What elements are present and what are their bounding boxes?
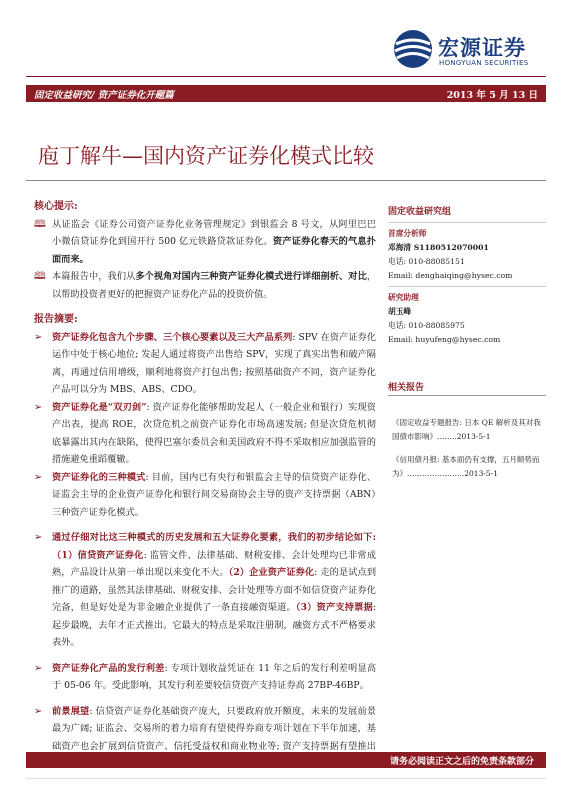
arrow-bullet-icon: ➢	[34, 331, 43, 343]
summary-item: ➢ 资产证券化产品的发行利差: 专项计划收益凭证在 11 年之后的发行利差明显高于 05-06 年。受此影响，其发行利差要较信贷资产支持证券高 27BP-46BP。	[34, 660, 376, 695]
assistant-email[interactable]: Email: huyufeng@hysec.com	[388, 335, 501, 344]
summary-item: ➢ 通过仔细对比这三种模式的历史发展和五大证券化要素，我们的初步结论如下: （1）信贷资产证券化: 监管文件、法律基础、财税安排、会计处理均已非常成熟，产品设计从第一单出现以来变化不大。（2）企业资产证券化: 走的是试点到推广的道路，虽然其法律基础、财税安排、会计处理等方面不如信贷资产证券化完备，但是好处是为非金融企业提供了一条直接融资渠道。（3）资产支持票据: 起步最晚，去年才正式推出。它最大的特点是采取注册制，融资方式不严格要求表外。	[34, 529, 376, 652]
page-bottom-rule	[26, 778, 546, 779]
company-logo	[392, 28, 542, 72]
core-tips-heading: 核心提示:	[34, 201, 78, 212]
header-band	[26, 85, 546, 102]
related-report-item[interactable]: 《信用债月报: 基本面仍有支撑，五月顺势而为》…………………..2013-5-1	[392, 455, 540, 478]
core-tip-1: 🕮 从证监会《证券公司资产证券化业务管理规定》到银监会 8 号文，从阿里巴巴小微信贷证券化到国开行 500 亿元铁路贷款证券化。资产证券化春天的气息扑面而来。	[34, 216, 376, 269]
divider	[388, 286, 546, 287]
core-tip-2: 🕮 本篇报告中，我们从多个视角对国内三种资产证券化模式进行详细剖析、对比，以帮助投资者更好的把握资产证券化产品的投资价值。	[34, 268, 376, 303]
assistant-name: 胡玉峰	[388, 307, 412, 316]
summary-heading: 报告摘要:	[34, 314, 78, 325]
assistant-label: 研究助理	[388, 293, 419, 302]
top-rule	[26, 76, 546, 77]
title-rule	[26, 180, 546, 181]
arrow-bullet-icon: ➢	[34, 471, 43, 483]
related-reports-heading: 相关报告	[388, 383, 425, 393]
arrow-bullet-icon: ➢	[34, 705, 43, 717]
disclaimer-note: 请务必阅读正文之后的免责条款部分	[389, 757, 534, 767]
chief-analyst-email[interactable]: Email: denghaiqing@hysec.com	[388, 271, 513, 280]
main-content	[34, 198, 376, 773]
book-icon: 🕮	[34, 271, 46, 282]
summary-item: ➢ 前景展望: 信贷资产证券化基础资产庞大，只要政府放开额度，未来的发展前景最为广阔; 证监会、交易所的着力培育有望使得券商专项计划在下半年加速，基础资产也会扩展到信贷资产、信托受益权和商业物业等; 资产支持票据有望推出	[34, 703, 376, 773]
globe-logo-icon	[392, 28, 434, 70]
research-group: 固定收益研究组	[388, 207, 452, 217]
logo-name-cn: 宏源证券	[438, 36, 526, 60]
footer-band	[26, 752, 546, 768]
assistant-tel: 电话: 010-88085975	[388, 321, 465, 330]
summary-item: ➢ 资产证券化的三种模式: 目前，国内已有央行和银监会主导的信贷资产证券化、证监会主导的企业资产证券化和银行间交易商协会主导的资产支持票据（ABN）三种资产证券化模式。	[34, 469, 376, 522]
chief-analyst-tel: 电话: 010-88085151	[388, 257, 465, 266]
divider	[388, 222, 546, 223]
analyst-sidebar	[388, 205, 546, 347]
report-category: 固定收益研究/ 资产证券化开题篇	[34, 90, 174, 101]
divider	[388, 395, 546, 396]
arrow-bullet-icon: ➢	[34, 401, 43, 413]
chief-analyst-name: 邓海清 S1180512070001	[388, 243, 489, 252]
related-reports-list	[392, 416, 544, 490]
related-report-item[interactable]: 《固定收益专题报告: 日本 QE 解析及其对我国债市影响》……..2013-5-1	[392, 418, 541, 441]
chief-analyst-label: 首席分析师	[388, 229, 427, 238]
book-icon: 🕮	[34, 218, 46, 230]
report-title: 庖丁解牛—国内资产证券化模式比较	[38, 144, 374, 168]
arrow-bullet-icon: ➢	[34, 532, 43, 543]
report-date: 2013 年 5 月 13 日	[446, 90, 538, 101]
summary-item: ➢ 资产证券化是“双刃剑”: 资产证券化能够帮助发起人（一般企业和银行）实现资产出表，提高 ROE，次贷危机之前资产证券化市场高速发展; 但是次贷危机彻底暴露出其内在缺陷，使得巴塞尔委员会和美国政府不得不采取相应加强监管的措施避免重蹈覆辙。	[34, 399, 376, 469]
summary-item: ➢ 资产证券化包含九个步骤、三个核心要素以及三大产品系列: SPV 在资产证券化运作中处于核心地位; 发起人通过将资产出售给 SPV，实现了真实出售和破产隔离，再通过信用增级，顺利地将资产打包出售; 按照基础资产不同，资产证券化产品可以分为 MBS、ABS、CDO。	[34, 329, 376, 399]
arrow-bullet-icon: ➢	[34, 662, 43, 674]
logo-name-en: HONGYUAN SECURITIES	[439, 59, 529, 67]
